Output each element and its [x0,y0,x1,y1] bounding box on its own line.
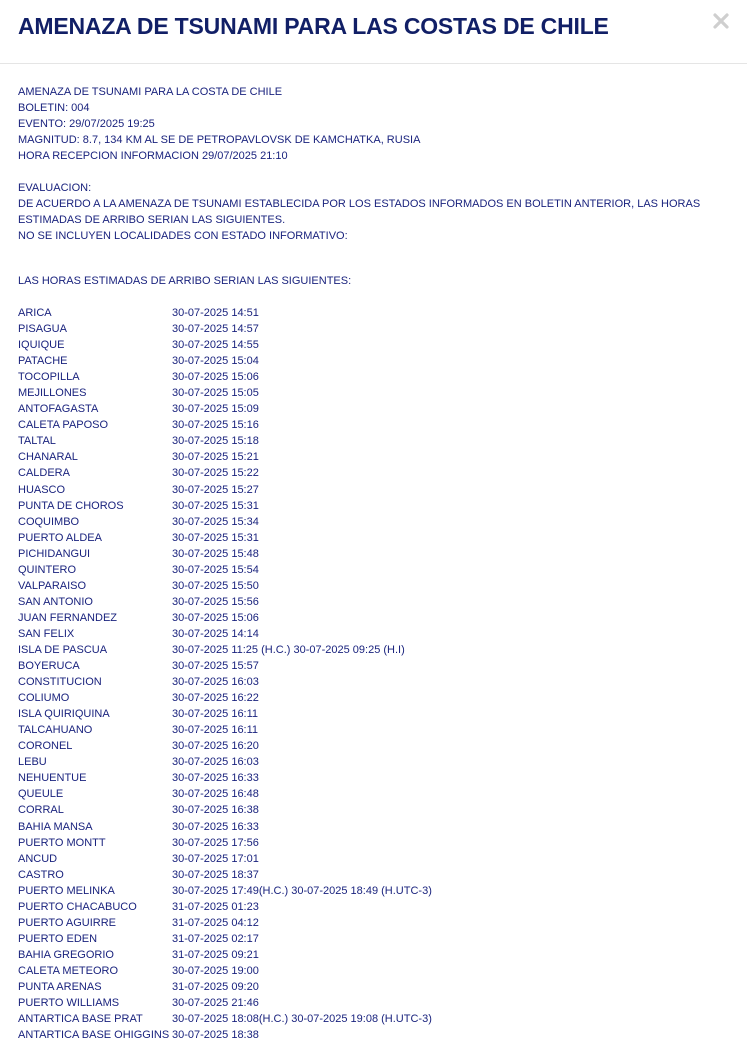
arrival-time: 30-07-2025 16:33 [172,820,259,833]
arrival-place: PUNTA DE CHOROS [18,499,124,512]
arrival-time: 30-07-2025 15:27 [172,483,259,496]
arrival-row [18,610,733,626]
arrival-row [18,722,733,738]
arrival-time: 30-07-2025 18:37 [172,868,259,881]
arrival-time: 30-07-2025 16:22 [172,692,259,705]
arrival-time: 30-07-2025 15:57 [172,660,259,673]
arrival-time: 31-07-2025 09:20 [172,980,259,993]
arrival-place: TALTAL [18,435,56,448]
arrival-row [18,514,733,530]
arrival-time: 30-07-2025 14:14 [172,627,259,640]
arrival-row [18,562,733,578]
arrival-place: PUERTO CHACABUCO [18,900,137,913]
arrival-time: 30-07-2025 14:51 [172,307,259,319]
arrival-row [18,867,733,883]
arrival-place: PUERTO EDEN [18,932,98,945]
arrival-row [18,979,733,995]
arrival-place: PUERTO AGUIRRE [18,916,117,929]
arrival-time: 31-07-2025 02:17 [172,932,259,945]
arrival-place: ANTARTICA BASE PRAT [18,1013,143,1026]
arrival-place: PICHIDANGUI [18,547,91,560]
spacer [18,289,733,305]
arrival-time: 30-07-2025 15:50 [172,579,259,592]
arrival-time: 30-07-2025 15:56 [172,595,259,608]
arrival-place: CALETA METEORO [18,964,119,977]
arrival-time: 30-07-2025 18:08(H.C.) 30-07-2025 19:08 (H.UTC-3) [172,1013,432,1026]
evaluation-text: DE ACUERDO A LA AMENAZA DE TSUNAMI ESTABLECIDA POR LOS ESTADOS INFORMADOS EN BOLETIN ANTERIOR, LAS HORAS ESTIMADAS DE ARRIBO SERIAN LAS SIGUIENTES. [18,198,701,226]
arrival-time: 30-07-2025 19:00 [172,964,259,977]
arrival-time: 30-07-2025 15:34 [172,515,259,528]
event-datetime: EVENTO: 29/07/2025 19:25 [18,118,155,130]
arrival-row [18,1027,733,1043]
arrival-row [18,802,733,818]
arrival-time: 31-07-2025 04:12 [172,916,259,929]
arrival-time: 30-07-2025 15:22 [172,467,259,480]
arrival-row [18,401,733,417]
arrival-place: QUINTERO [18,563,77,576]
arrival-row [18,642,733,658]
arrival-place: HUASCO [18,483,66,496]
arrival-place: IQUIQUE [18,339,65,352]
arrival-time: 30-07-2025 17:56 [172,836,259,849]
arrival-time: 30-07-2025 15:06 [172,611,259,624]
arrival-row [18,482,733,498]
arrival-time: 31-07-2025 01:23 [172,900,259,913]
arrival-place: QUEULE [18,788,64,801]
spacer [18,244,733,273]
arrival-row [18,658,733,674]
arrival-place: CHANARAL [18,451,78,464]
arrival-row [18,690,733,706]
arrival-place: CALDERA [18,467,70,480]
arrival-time: 30-07-2025 16:33 [172,772,259,785]
arrival-place: JUAN FERNANDEZ [18,611,118,624]
arrival-time: 30-07-2025 15:31 [172,531,259,544]
arrival-time: 30-07-2025 17:49(H.C.) 30-07-2025 18:49 (H.UTC-3) [172,884,432,897]
arrival-place: PUERTO WILLIAMS [18,997,120,1010]
arrival-row [18,899,733,915]
arrival-time: 30-07-2025 15:48 [172,547,259,560]
arrival-time: 30-07-2025 18:38 [172,1029,259,1042]
arrival-place: BAHIA GREGORIO [18,948,114,961]
spacer [18,164,733,180]
arrival-place: BOYERUCA [18,660,80,673]
arrival-place: ISLA QUIRIQUINA [18,708,110,721]
arrival-time: 30-07-2025 15:54 [172,563,259,576]
arrival-place: VALPARAISO [18,579,87,592]
arrival-row [18,417,733,433]
arrival-row [18,786,733,802]
modal-title: AMENAZA DE TSUNAMI PARA LAS COSTAS DE CHILE [18,13,609,39]
arrival-row [18,353,733,369]
reception-time: HORA RECEPCION INFORMACION 29/07/2025 21:10 [18,150,288,162]
arrival-row [18,963,733,979]
arrival-time: 30-07-2025 15:21 [172,451,259,464]
arrival-time: 30-07-2025 16:11 [172,708,259,721]
arrival-row [18,835,733,851]
arrival-place: PATACHE [18,355,68,368]
arrival-row [18,433,733,449]
arrival-time: 31-07-2025 09:21 [172,948,259,961]
arrival-place: ISLA DE PASCUA [18,643,108,656]
arrival-time: 30-07-2025 15:31 [172,499,259,512]
arrival-time: 30-07-2025 16:03 [172,676,259,689]
arrival-time: 30-07-2025 15:05 [172,387,259,400]
arrival-row [18,931,733,947]
arrival-time: 30-07-2025 15:06 [172,371,259,384]
arrival-row [18,305,733,321]
arrival-place: CASTRO [18,868,64,881]
modal-header [0,0,747,64]
arrival-place: COLIUMO [18,692,70,705]
arrival-row [18,883,733,899]
arrival-place: MEJILLONES [18,387,87,400]
arrival-row [18,626,733,642]
arrival-place: ARICA [18,307,52,319]
arrival-row [18,754,733,770]
arrival-row [18,674,733,690]
arrival-row [18,995,733,1011]
evaluation-label: EVALUACION: [18,182,92,194]
informative-note: NO SE INCLUYEN LOCALIDADES CON ESTADO INFORMATIVO: [18,230,348,242]
arrival-row [18,915,733,931]
arrival-time: 30-07-2025 15:09 [172,403,259,416]
arrival-place: PISAGUA [18,323,67,336]
arrival-row [18,498,733,514]
bulletin-body [18,84,733,1043]
arrival-heading: LAS HORAS ESTIMADAS DE ARRIBO SERIAN LAS SIGUIENTES: [18,275,352,287]
arrival-place: BAHIA MANSA [18,820,93,833]
close-icon[interactable] [710,10,732,32]
event-magnitude: MAGNITUD: 8.7, 134 KM AL SE DE PETROPAVLOVSK DE KAMCHATKA, RUSIA [18,134,421,146]
arrival-place: ANTOFAGASTA [18,403,99,416]
arrival-time: 30-07-2025 16:38 [172,804,259,817]
arrival-time: 30-07-2025 14:55 [172,339,259,352]
arrival-row [18,449,733,465]
arrival-time: 30-07-2025 15:04 [172,355,259,368]
arrival-row [18,385,733,401]
arrival-row [18,321,733,337]
arrival-place: PUNTA ARENAS [18,980,102,993]
arrival-place: LEBU [18,756,47,769]
arrival-row [18,546,733,562]
arrival-place: TOCOPILLA [18,371,80,384]
arrival-row [18,594,733,610]
arrival-row [18,738,733,754]
arrival-place: CORONEL [18,740,73,753]
arrival-row [18,578,733,594]
arrival-place: PUERTO MONTT [18,836,106,849]
arrival-place: ANTARTICA BASE OHIGGINS [18,1029,170,1042]
arrival-list [18,305,733,1043]
bulletin-number: BOLETIN: 004 [18,102,90,114]
arrival-place: TALCAHUANO [18,724,93,737]
arrival-row [18,1011,733,1027]
arrival-time: 30-07-2025 16:11 [172,724,259,737]
arrival-time: 30-07-2025 15:18 [172,435,259,448]
arrival-place: ANCUD [18,852,58,865]
arrival-row [18,851,733,867]
arrival-time: 30-07-2025 16:20 [172,740,259,753]
arrival-row [18,819,733,835]
arrival-time: 30-07-2025 11:25 (H.C.) 30-07-2025 09:25 (H.I) [172,643,405,656]
arrival-row [18,947,733,963]
arrival-row [18,770,733,786]
arrival-row [18,706,733,722]
arrival-place: CORRAL [18,804,64,817]
arrival-place: COQUIMBO [18,515,80,528]
arrival-time: 30-07-2025 16:03 [172,756,259,769]
arrival-place: CALETA PAPOSO [18,419,109,432]
arrival-place: NEHUENTUE [18,772,87,785]
arrival-time: 30-07-2025 15:16 [172,419,259,432]
arrival-row [18,369,733,385]
arrival-time: 30-07-2025 21:46 [172,997,259,1010]
arrival-place: SAN FELIX [18,627,75,640]
arrival-time: 30-07-2025 17:01 [172,852,259,865]
arrival-row [18,465,733,481]
bulletin-heading: AMENAZA DE TSUNAMI PARA LA COSTA DE CHILE [18,86,283,98]
arrival-time: 30-07-2025 14:57 [172,323,259,336]
arrival-time: 30-07-2025 16:48 [172,788,259,801]
arrival-place: PUERTO ALDEA [18,531,102,544]
arrival-row [18,337,733,353]
arrival-place: CONSTITUCION [18,676,102,689]
arrival-place: SAN ANTONIO [18,595,93,608]
arrival-row [18,530,733,546]
arrival-place: PUERTO MELINKA [18,884,115,897]
